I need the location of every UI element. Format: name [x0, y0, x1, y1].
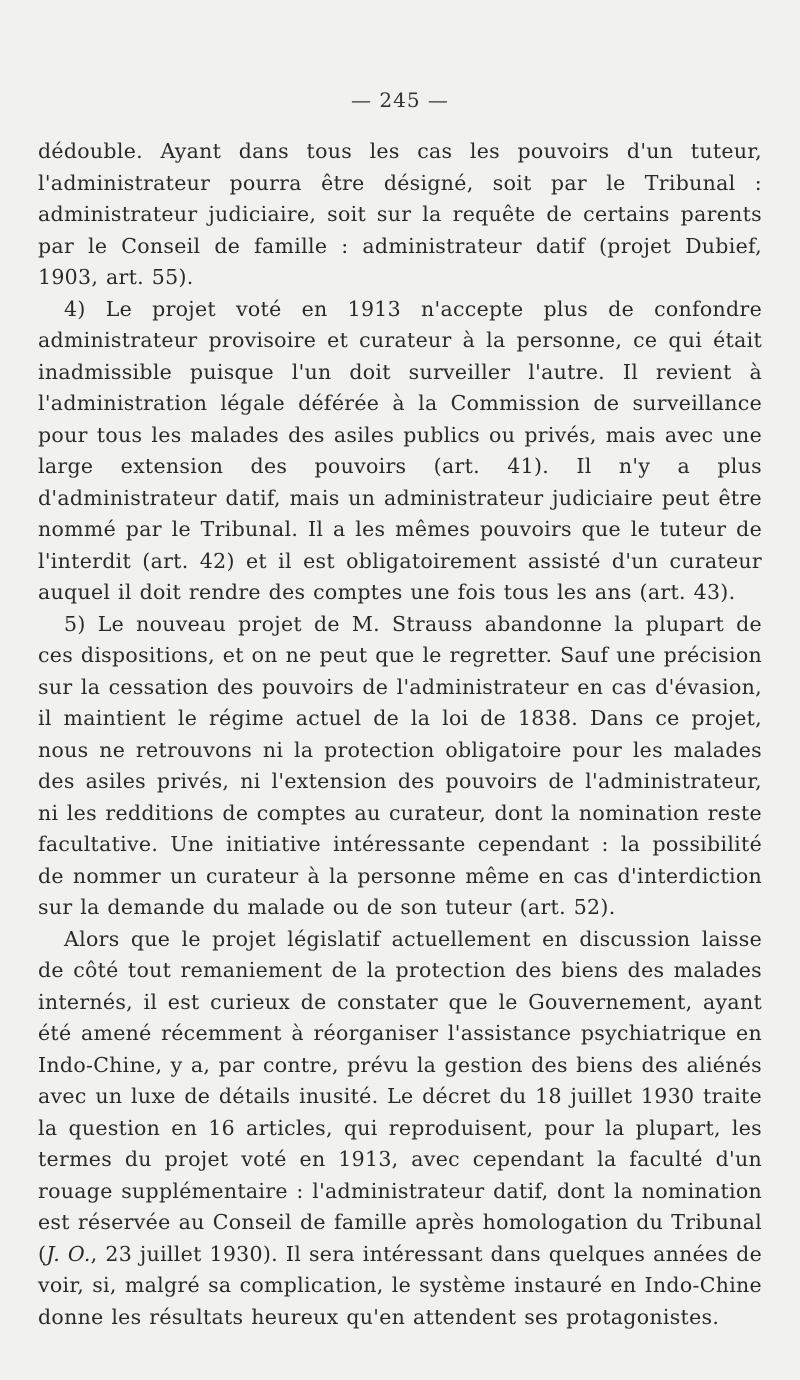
journal-officiel-abbrev: J. O. — [46, 1241, 91, 1266]
body-text — [38, 136, 762, 1333]
paragraph-indochine-text-b: , 23 juillet 1930). Il sera intéressant dans quelques années de voir, si, malgré sa complication, le système instauré en Indo-Chine donne les résultats heureux qu'en attendent ses protagonistes. — [38, 1241, 763, 1329]
page-number: — 245 — — [351, 88, 449, 112]
paragraph-indochine-text-a: Alors que le projet législatif actuellement en discussion laisse de côté tout remaniement de la protection des biens des malades internés, il est curieux de constater que le Gouvernement, ayant été amené récemment à réorganiser l'assistance psychiatrique en Indo-Chine, y a, par contre, prévu la gestion des biens des aliénés avec un luxe de détails inusité. Le décret du 18 juillet 1930 traite la question en 16 articles, qui reproduisent, pour la plupart, les termes du projet voté en 1913, avec cependant la faculté d'un rouage supplémentaire : l'administrateur datif, dont la nomination est réservée au Conseil de famille après homologation du Tribunal ( — [38, 926, 762, 1266]
paragraph-projet-strauss: 5) Le nouveau projet de M. Strauss abandonne la plupart de ces dispositions, et on ne peut que le regretter. Sauf une précision sur la cessation des pouvoirs de l'administrateur en cas d'évasion, il maintient le régime actuel de la loi de 1838. Dans ce projet, nous ne retrouvons ni la protection obligatoire pour les malades des asiles privés, ni l'extension des pouvoirs de l'administrateur, ni les redditions de comptes au curateur, dont la nomination reste facultative. Une initiative intéressante cependant : la possibilité de nommer un curateur à la personne même en cas d'interdiction sur la demande du malade ou de son tuteur (art. 52). — [38, 611, 762, 919]
paragraph-continuation: dédouble. Ayant dans tous les cas les pouvoirs d'un tuteur, l'administrateur pourra être désigné, soit par le Tribunal : administrateur judiciaire, soit sur la requête de certains parents par le Conseil de famille : administrateur datif (projet Dubief, 1903, art. 55). — [38, 139, 762, 289]
paragraph-indochine — [38, 924, 762, 1334]
paragraph-projet-1913: 4) Le projet voté en 1913 n'accepte plus de confondre administrateur provisoire et curateur à la personne, ce qui était inadmissible puisque l'un doit surveiller l'autre. Il revient à l'administration légale déférée à la Commission de surveillance pour tous les malades des asiles publics ou privés, mais avec une large extension des pouvoirs (art. 41). Il n'y a plus d'administrateur datif, mais un administrateur judiciaire peut être nommé par le Tribunal. Il a les mêmes pouvoirs que le tuteur de l'interdit (art. 42) et il est obligatoirement assisté d'un curateur auquel il doit rendre des comptes une fois tous les ans (art. 43). — [38, 296, 762, 604]
